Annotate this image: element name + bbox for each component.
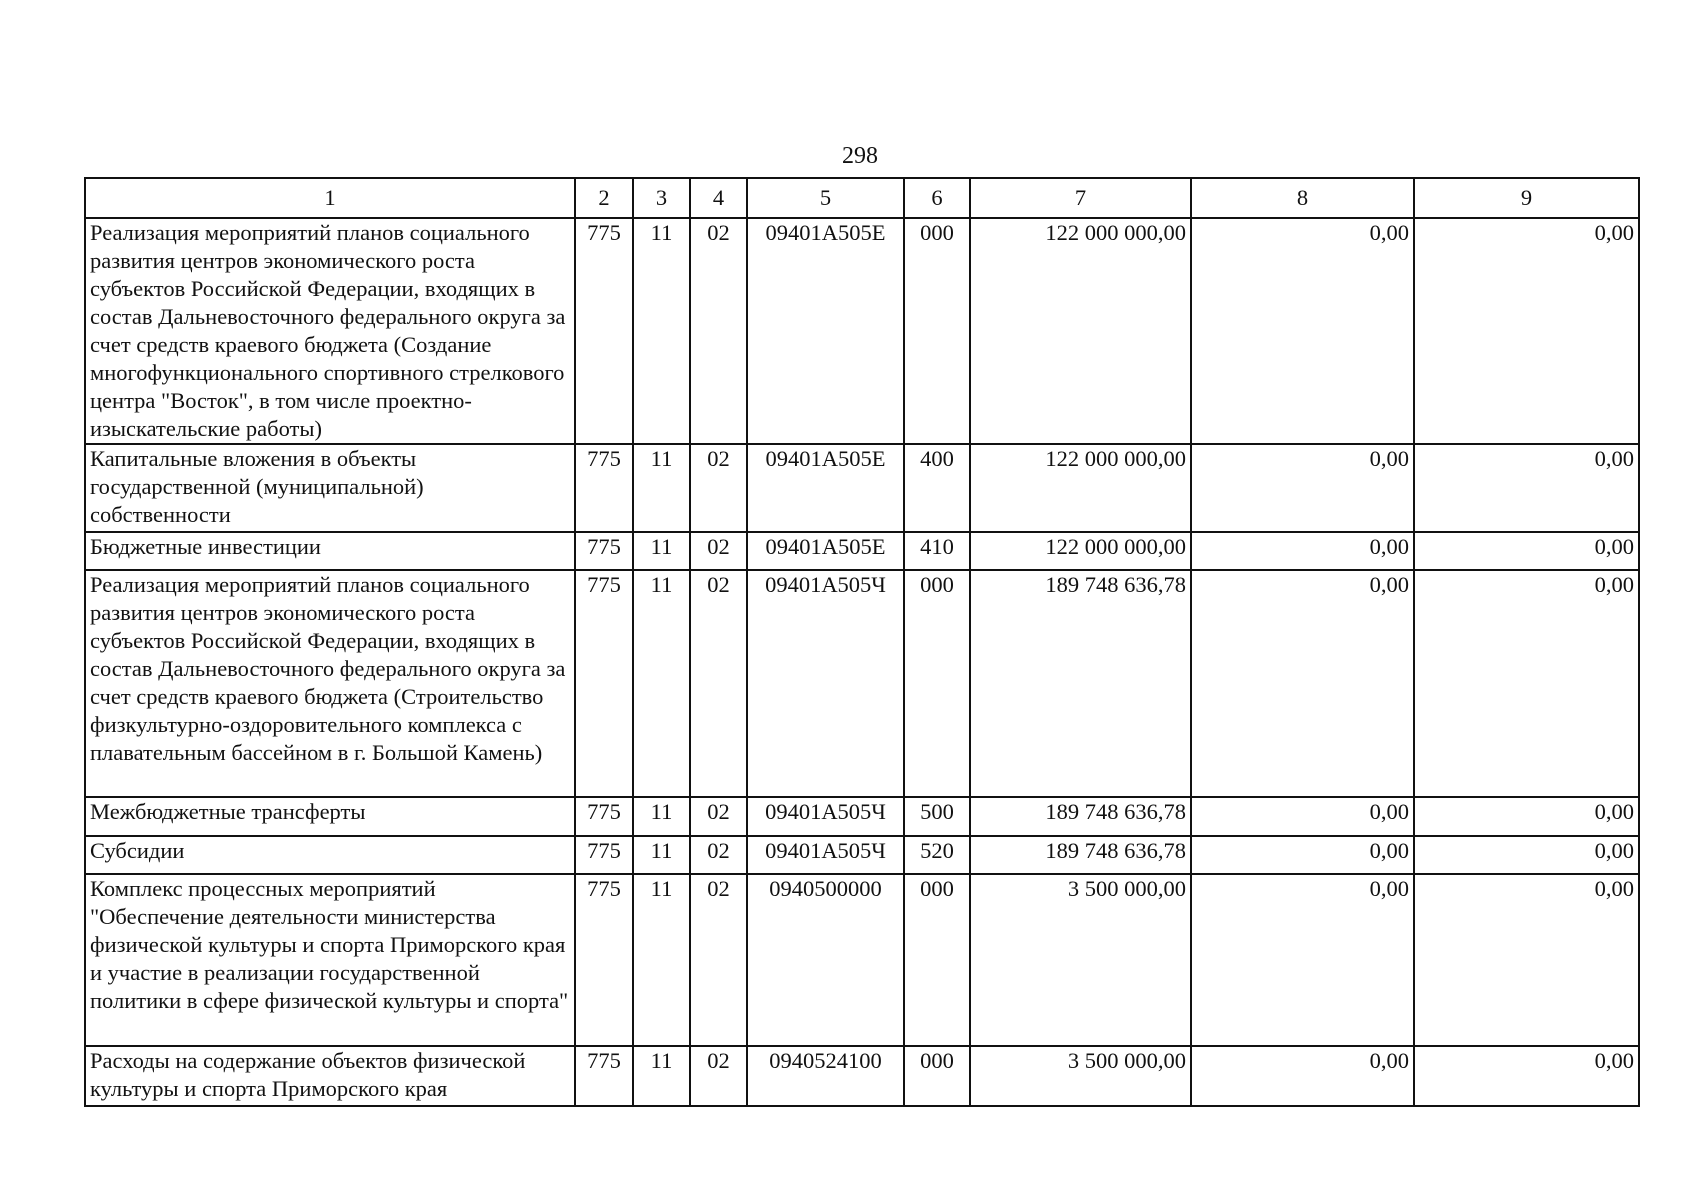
- ministry-code: 775: [575, 532, 633, 570]
- subsection-code: 02: [690, 836, 747, 874]
- amount-column-8: 0,00: [1191, 836, 1414, 874]
- column-header: 9: [1414, 178, 1639, 218]
- target-article-code: 09401A505E: [747, 532, 904, 570]
- ministry-code: 775: [575, 874, 633, 1046]
- section-code: 11: [633, 874, 690, 1046]
- subsection-code: 02: [690, 218, 747, 444]
- table-row: [85, 532, 1639, 570]
- amount-column-7: 189 748 636,78: [970, 797, 1191, 836]
- row-description: Капитальные вложения в объекты государственной (муниципальной) собственности: [85, 444, 575, 532]
- ministry-code: 775: [575, 836, 633, 874]
- column-header: 2: [575, 178, 633, 218]
- section-code: 11: [633, 444, 690, 532]
- ministry-code: 775: [575, 444, 633, 532]
- row-description: Реализация мероприятий планов социального развития центров экономического роста субъектов Российской Федерации, входящих в состав Дальневосточного федерального округа за счет средств краевого бюджета (Создание многофункционального спортивного стрелкового центра "Восток", в том числе проектно-изыскательские работы): [85, 218, 575, 444]
- amount-column-7: 122 000 000,00: [970, 444, 1191, 532]
- target-article-code: 09401A505E: [747, 444, 904, 532]
- table-row: [85, 836, 1639, 874]
- column-header: 4: [690, 178, 747, 218]
- table-row: [85, 570, 1639, 797]
- column-header: 5: [747, 178, 904, 218]
- subsection-code: 02: [690, 874, 747, 1046]
- expense-type-code: 000: [904, 570, 970, 797]
- amount-column-9: 0,00: [1414, 874, 1639, 1046]
- section-code: 11: [633, 836, 690, 874]
- column-header: 7: [970, 178, 1191, 218]
- amount-column-7: 122 000 000,00: [970, 532, 1191, 570]
- budget-table: [84, 177, 1640, 1107]
- row-description: Бюджетные инвестиции: [85, 532, 575, 570]
- section-code: 11: [633, 532, 690, 570]
- row-description: Комплекс процессных мероприятий "Обеспечение деятельности министерства физической культуры и спорта Приморского края и участие в реализации государственной политики в сфере физической культуры и спорта": [85, 874, 575, 1046]
- amount-column-8: 0,00: [1191, 570, 1414, 797]
- row-description: Реализация мероприятий планов социального развития центров экономического роста субъектов Российской Федерации, входящих в состав Дальневосточного федерального округа за счет средств краевого бюджета (Строительство физкультурно-оздоровительного комплекса с плавательным бассейном в г. Большой Камень): [85, 570, 575, 797]
- subsection-code: 02: [690, 797, 747, 836]
- target-article-code: 09401A505Ч: [747, 836, 904, 874]
- row-description: Межбюджетные трансферты: [85, 797, 575, 836]
- amount-column-9: 0,00: [1414, 836, 1639, 874]
- ministry-code: 775: [575, 1046, 633, 1106]
- target-article-code: 09401A505E: [747, 218, 904, 444]
- table-row: [85, 218, 1639, 444]
- table-row: [85, 874, 1639, 1046]
- amount-column-9: 0,00: [1414, 444, 1639, 532]
- amount-column-8: 0,00: [1191, 444, 1414, 532]
- ministry-code: 775: [575, 218, 633, 444]
- amount-column-8: 0,00: [1191, 874, 1414, 1046]
- column-header: 1: [85, 178, 575, 218]
- column-header: 8: [1191, 178, 1414, 218]
- expense-type-code: 410: [904, 532, 970, 570]
- expense-type-code: 000: [904, 218, 970, 444]
- column-number-header-row: [85, 178, 1639, 218]
- amount-column-9: 0,00: [1414, 218, 1639, 444]
- subsection-code: 02: [690, 532, 747, 570]
- section-code: 11: [633, 1046, 690, 1106]
- table-row: [85, 1046, 1639, 1106]
- amount-column-8: 0,00: [1191, 1046, 1414, 1106]
- amount-column-9: 0,00: [1414, 1046, 1639, 1106]
- amount-column-7: 189 748 636,78: [970, 836, 1191, 874]
- amount-column-9: 0,00: [1414, 797, 1639, 836]
- amount-column-7: 3 500 000,00: [970, 874, 1191, 1046]
- section-code: 11: [633, 218, 690, 444]
- expense-type-code: 000: [904, 1046, 970, 1106]
- subsection-code: 02: [690, 570, 747, 797]
- expense-type-code: 520: [904, 836, 970, 874]
- target-article-code: 09401A505Ч: [747, 570, 904, 797]
- row-description: Субсидии: [85, 836, 575, 874]
- expense-type-code: 500: [904, 797, 970, 836]
- section-code: 11: [633, 570, 690, 797]
- target-article-code: 0940500000: [747, 874, 904, 1046]
- amount-column-9: 0,00: [1414, 570, 1639, 797]
- expense-type-code: 400: [904, 444, 970, 532]
- amount-column-8: 0,00: [1191, 532, 1414, 570]
- column-header: 6: [904, 178, 970, 218]
- subsection-code: 02: [690, 444, 747, 532]
- amount-column-9: 0,00: [1414, 532, 1639, 570]
- ministry-code: 775: [575, 570, 633, 797]
- table-row: [85, 444, 1639, 532]
- section-code: 11: [633, 797, 690, 836]
- target-article-code: 09401A505Ч: [747, 797, 904, 836]
- amount-column-7: 122 000 000,00: [970, 218, 1191, 444]
- amount-column-7: 189 748 636,78: [970, 570, 1191, 797]
- column-header: 3: [633, 178, 690, 218]
- amount-column-8: 0,00: [1191, 797, 1414, 836]
- page-number: 298: [842, 143, 878, 169]
- subsection-code: 02: [690, 1046, 747, 1106]
- table-row: [85, 797, 1639, 836]
- ministry-code: 775: [575, 797, 633, 836]
- amount-column-8: 0,00: [1191, 218, 1414, 444]
- target-article-code: 0940524100: [747, 1046, 904, 1106]
- row-description: Расходы на содержание объектов физической культуры и спорта Приморского края: [85, 1046, 575, 1106]
- expense-type-code: 000: [904, 874, 970, 1046]
- amount-column-7: 3 500 000,00: [970, 1046, 1191, 1106]
